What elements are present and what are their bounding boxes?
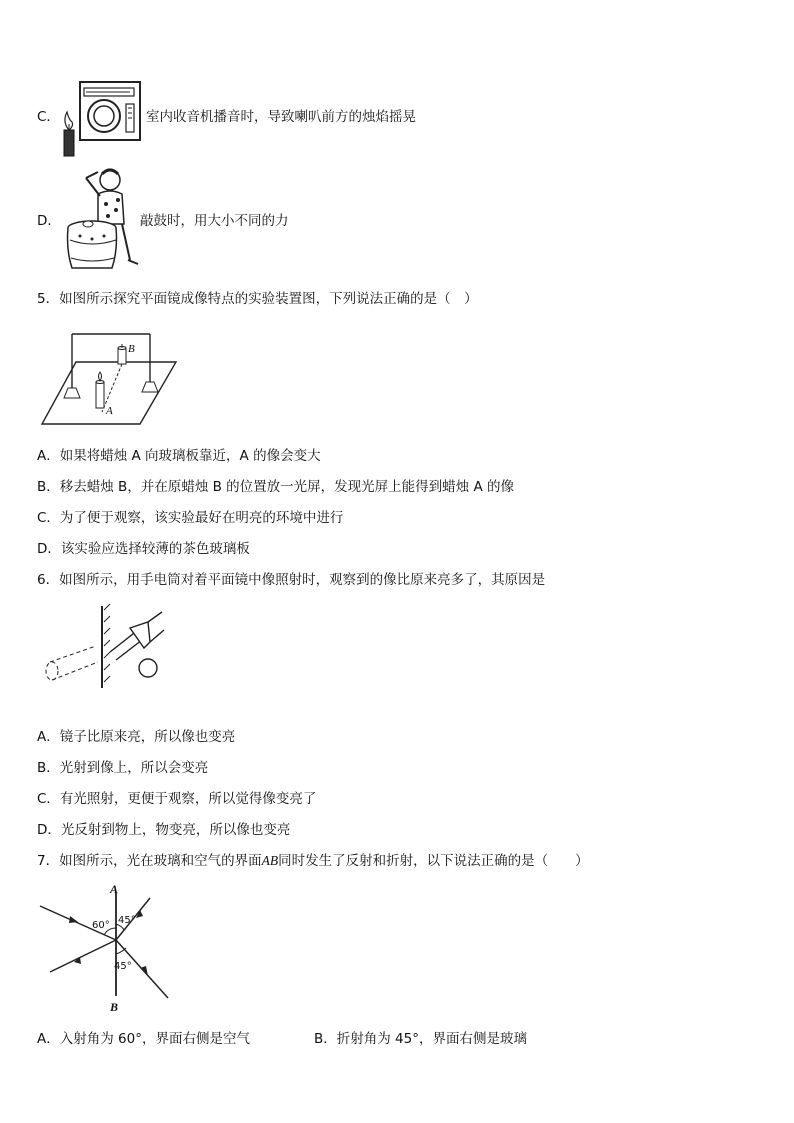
radio-candle-figure [58, 78, 148, 160]
q5-option-c: C．为了便于观察，该实验最好在明亮的环境中进行 [37, 510, 344, 526]
q7-option-a: A．入射角为 60°，界面右侧是空气 [37, 1031, 250, 1047]
q7-fig-label-b: B [110, 1000, 119, 1014]
q5-fig-label-b: B [128, 343, 135, 355]
q7-stem-suffix: 同时发生了反射和折射，以下说法正确的是（ ） [278, 853, 589, 869]
q7-option-b: B．折射角为 45°，界面右侧是玻璃 [314, 1031, 527, 1047]
reflection-refraction-figure [36, 880, 176, 1016]
q7-angle-60: 60° [92, 920, 110, 931]
q6-option-d: D．光反射到物上，物变亮，所以像也变亮 [37, 822, 291, 838]
q6-option-c: C．有光照射，更便于观察，所以觉得像变亮了 [37, 791, 317, 807]
drummer-figure [58, 164, 142, 276]
q7-stem-prefix: 7．如图所示，光在玻璃和空气的界面 [37, 853, 262, 869]
q5-option-b: B．移去蜡烛 B，并在原蜡烛 B 的位置放一光屏，发现光屏上能得到蜡烛 A 的像 [37, 479, 514, 495]
flashlight-mirror-figure [38, 600, 168, 692]
q6-option-a: A．镜子比原来亮，所以像也变亮 [37, 729, 236, 745]
q4-option-c-letter: C． [37, 109, 60, 125]
q7-stem-ab: AB [261, 853, 279, 868]
q5-option-d: D．该实验应选择较薄的茶色玻璃板 [37, 541, 250, 557]
q5-stem: 5．如图所示探究平面镜成像特点的实验装置图，下列说法正确的是（ ） [37, 291, 478, 307]
q5-fig-label-a: A [106, 405, 113, 417]
q7-stem [37, 852, 589, 870]
q7-fig-label-a: A [110, 882, 119, 896]
q6-stem: 6．如图所示，用手电筒对着平面镜中像照射时，观察到的像比原来亮多了，其原因是 [37, 572, 546, 588]
q7-angle-45-bottom: 45° [114, 961, 132, 972]
q4-option-d-text: 敲鼓时，用大小不同的力 [140, 213, 289, 229]
q6-option-b: B．光射到像上，所以会变亮 [37, 760, 209, 776]
q4-option-c-text: 室内收音机播音时，导致喇叭前方的烛焰摇晃 [146, 109, 416, 125]
q5-option-a: A．如果将蜡烛 A 向玻璃板靠近，A 的像会变大 [37, 448, 321, 464]
q4-option-d-letter: D． [37, 213, 61, 229]
q7-angle-45-top: 45° [118, 915, 136, 926]
